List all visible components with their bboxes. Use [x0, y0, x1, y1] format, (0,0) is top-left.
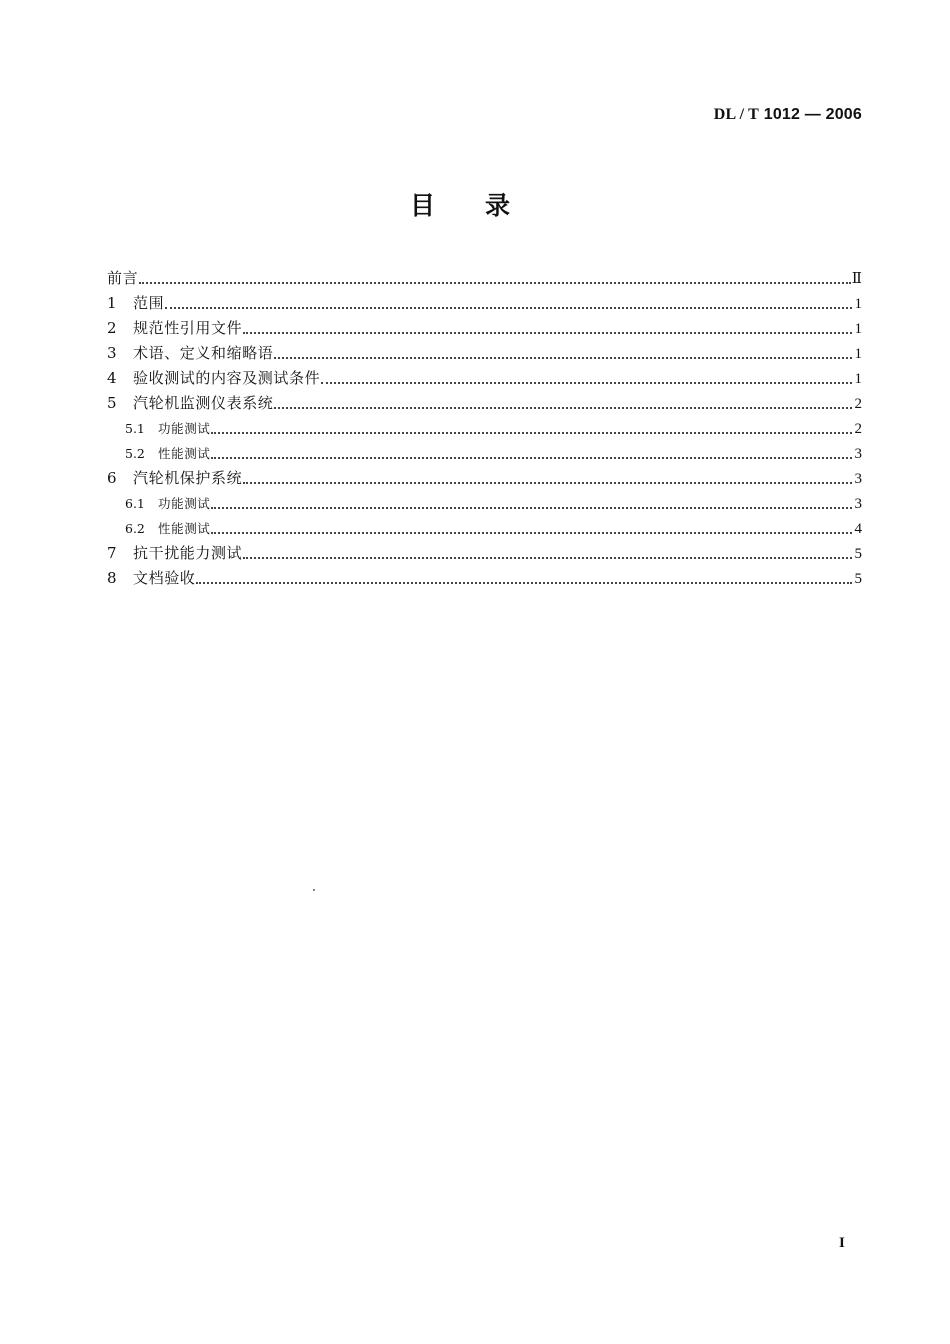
toc-entry-number: 3 [107, 344, 117, 362]
dot-leader [243, 481, 852, 484]
toc-entry-label: 抗干扰能力测试 [133, 544, 243, 562]
toc-entry-number: 8 [107, 569, 117, 587]
toc-entry-number: 2 [107, 319, 117, 337]
dot-leader [243, 556, 852, 559]
toc-entry-6[interactable] [107, 466, 862, 491]
toc-entry-6-1[interactable] [107, 491, 862, 516]
dot-leader [211, 431, 852, 434]
toc-entry-page: 3 [854, 471, 862, 487]
toc-entry-number: 6.1 [125, 496, 145, 511]
toc-entry-page: 5 [854, 571, 862, 587]
toc-entry-number: 6.2 [125, 521, 145, 536]
toc-entry-label: 文档验收 [133, 569, 196, 587]
toc-entry-page: Ⅱ [851, 271, 862, 287]
standard-code-number: 1012 — 2006 [763, 106, 862, 123]
dot-leader [211, 506, 852, 509]
table-of-contents [107, 266, 862, 591]
page-title: 目录 [409, 191, 560, 220]
toc-entry-page: 1 [854, 346, 862, 362]
toc-entry-1[interactable] [107, 291, 862, 316]
toc-entry-label: 功能测试 [158, 421, 211, 436]
dot-leader [196, 581, 852, 584]
toc-entry-page: 1 [854, 371, 862, 387]
toc-entry-foreword[interactable] [107, 266, 862, 291]
dot-leader [139, 281, 851, 284]
toc-entry-page: 2 [854, 396, 862, 412]
toc-entry-label: 功能测试 [158, 496, 211, 511]
toc-entry-label: 术语、定义和缩略语 [133, 344, 274, 362]
scan-artifact-dot [313, 889, 315, 891]
toc-entry-number: 5 [107, 394, 117, 412]
toc-entry-label: 汽轮机保护系统 [133, 469, 243, 487]
toc-entry-label: 规范性引用文件 [133, 319, 243, 337]
dot-leader [274, 406, 852, 409]
dot-leader [211, 456, 852, 459]
toc-entry-number: 4 [107, 369, 117, 387]
toc-entry-5-1[interactable] [107, 416, 862, 441]
dot-leader [211, 531, 852, 534]
toc-entry-number: 5.1 [125, 421, 145, 436]
standard-code [714, 106, 862, 124]
toc-entry-page: 1 [854, 321, 862, 337]
toc-entry-4[interactable] [107, 366, 862, 391]
toc-entry-3[interactable] [107, 341, 862, 366]
toc-entry-6-2[interactable] [107, 516, 862, 541]
toc-entry-page: 3 [854, 446, 862, 462]
toc-entry-number: 5.2 [125, 446, 145, 461]
toc-entry-label: 性能测试 [158, 521, 211, 536]
dot-leader [274, 356, 852, 359]
dot-leader [243, 331, 852, 334]
toc-entry-number: 1 [107, 294, 117, 312]
toc-entry-2[interactable] [107, 316, 862, 341]
toc-entry-page: 2 [854, 421, 862, 437]
standard-code-prefix: DL / T [713, 106, 760, 123]
toc-entry-label: 性能测试 [158, 446, 211, 461]
toc-entry-8[interactable] [107, 566, 862, 591]
toc-entry-number: 6 [107, 469, 117, 487]
toc-entry-5[interactable] [107, 391, 862, 416]
toc-entry-label: 汽轮机监测仪表系统 [133, 394, 274, 412]
toc-entry-page: 5 [854, 546, 862, 562]
toc-entry-page: 3 [854, 496, 862, 512]
toc-entry-page: 4 [854, 521, 862, 537]
page-number: I [839, 1235, 845, 1251]
toc-entry-label: 范围 [133, 294, 165, 312]
toc-entry-label: 前言 [107, 269, 139, 287]
dot-leader [165, 306, 852, 309]
toc-entry-5-2[interactable] [107, 441, 862, 466]
toc-entry-page: 1 [854, 296, 862, 312]
toc-entry-number: 7 [107, 544, 117, 562]
toc-entry-label: 验收测试的内容及测试条件 [133, 369, 321, 387]
dot-leader [321, 381, 852, 384]
toc-entry-7[interactable] [107, 541, 862, 566]
